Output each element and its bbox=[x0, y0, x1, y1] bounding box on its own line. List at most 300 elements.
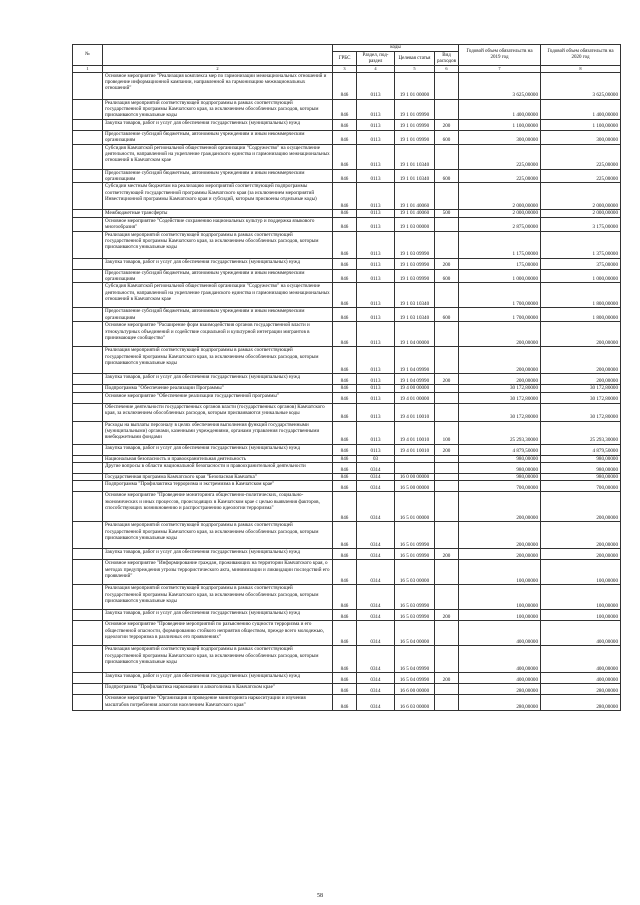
cell-section: 0113 bbox=[357, 258, 395, 269]
table-row bbox=[73, 347, 621, 374]
cell-empty bbox=[73, 217, 103, 231]
cell-target: 16 5 03 09990 bbox=[395, 585, 435, 610]
cell-kind bbox=[435, 72, 459, 99]
cell-empty bbox=[73, 308, 103, 322]
cell-section: 0113 bbox=[357, 322, 395, 347]
cell-name: Субсидия Камчатской региональной общественной организации "Содружество" на осуществление деятельности, направленной на укрепление гражданского единства и гармонизацию межнациональных отношений в Камчатском крае bbox=[103, 144, 333, 169]
cell-name: Закупка товаров, работ и услуг для обеспечения государственных (муниципальных) нужд bbox=[103, 119, 333, 130]
cell-section: 0314 bbox=[357, 463, 395, 474]
cell-amount-2020: 300,00000 bbox=[541, 130, 621, 144]
cell-grbs: 846 bbox=[333, 646, 357, 673]
cell-grbs: 846 bbox=[333, 610, 357, 621]
cell-empty bbox=[73, 474, 103, 481]
cell-amount-2019: 100,00000 bbox=[459, 585, 541, 610]
cell-grbs: 846 bbox=[333, 481, 357, 492]
cell-section: 0113 bbox=[357, 231, 395, 258]
cell-target: 19 4 01 10010 bbox=[395, 421, 435, 444]
cell-name: Реализация мероприятий соответствующей подпрограммы в рамках соответствующей государственной программы Камчатского края, за исключением обособленных расходов, которым присваиваются уникальные коды bbox=[103, 585, 333, 610]
cell-section: 0113 bbox=[357, 144, 395, 169]
col-number: 2 bbox=[103, 66, 333, 73]
cell-grbs: 846 bbox=[333, 72, 357, 99]
cell-amount-2020: 30 172,80000 bbox=[541, 385, 621, 392]
cell-name: Основное мероприятие "Обеспечение реализации государственной программы" bbox=[103, 392, 333, 403]
cell-grbs: 846 bbox=[333, 403, 357, 421]
cell-target: 19 1 01 40060 bbox=[395, 183, 435, 210]
codes-group-header: коды bbox=[333, 45, 459, 52]
cell-amount-2019: 2 000,00000 bbox=[459, 210, 541, 217]
col-2020-header: Годовой объем обязательств на 2020 год bbox=[541, 45, 621, 66]
cell-amount-2019: 400,00000 bbox=[459, 673, 541, 684]
table-row bbox=[73, 585, 621, 610]
col-number: 7 bbox=[459, 66, 541, 73]
cell-grbs: 846 bbox=[333, 119, 357, 130]
cell-amount-2020: 25 293,30000 bbox=[541, 421, 621, 444]
cell-kind: 100 bbox=[435, 421, 459, 444]
cell-target: 19 1 01 09990 bbox=[395, 99, 435, 119]
cell-grbs: 846 bbox=[333, 231, 357, 258]
cell-amount-2020: 400,00000 bbox=[541, 646, 621, 673]
table-row bbox=[73, 549, 621, 560]
cell-empty bbox=[73, 646, 103, 673]
table-row bbox=[73, 144, 621, 169]
cell-kind: 200 bbox=[435, 673, 459, 684]
cell-amount-2020: 100,00000 bbox=[541, 610, 621, 621]
cell-grbs: 846 bbox=[333, 421, 357, 444]
col-section-header: Раздел, под-раздел bbox=[357, 52, 395, 66]
cell-grbs: 846 bbox=[333, 99, 357, 119]
col-number: 8 bbox=[541, 66, 621, 73]
cell-name: Предоставление субсидий бюджетным, автономным учреждениям и иным некоммерческим организациям bbox=[103, 269, 333, 283]
table-row bbox=[73, 474, 621, 481]
cell-target: 16 5 00 00000 bbox=[395, 481, 435, 492]
cell-amount-2019: 2 875,00000 bbox=[459, 217, 541, 231]
cell-amount-2019: 30 172,80000 bbox=[459, 403, 541, 421]
cell-grbs: 846 bbox=[333, 308, 357, 322]
cell-name: Закупка товаров, работ и услуг для обеспечения государственных (муниципальных) нужд bbox=[103, 444, 333, 455]
cell-empty bbox=[73, 585, 103, 610]
cell-empty bbox=[73, 119, 103, 130]
cell-amount-2019: 225,00000 bbox=[459, 169, 541, 183]
cell-name: Государственная программа Камчатского края "Безопасная Камчатка" bbox=[103, 474, 333, 481]
col-number: 4 bbox=[357, 66, 395, 73]
cell-section: 0314 bbox=[357, 695, 395, 711]
cell-name: Основное мероприятие "Содействие сохранению национальных культур и поддержка языкового многообразия" bbox=[103, 217, 333, 231]
cell-target: 16 0 00 00000 bbox=[395, 474, 435, 481]
cell-kind bbox=[435, 144, 459, 169]
cell-target: 19 1 01 09990 bbox=[395, 119, 435, 130]
cell-kind: 200 bbox=[435, 119, 459, 130]
cell-name: Закупка товаров, работ и услуг для обеспечения государственных (муниципальных) нужд bbox=[103, 258, 333, 269]
cell-grbs: 846 bbox=[333, 621, 357, 646]
cell-target: 19 4 01 10010 bbox=[395, 444, 435, 455]
cell-target: 19 1 03 10340 bbox=[395, 308, 435, 322]
cell-section: 0314 bbox=[357, 646, 395, 673]
cell-amount-2020: 100,00000 bbox=[541, 585, 621, 610]
cell-empty bbox=[73, 560, 103, 585]
cell-grbs: 846 bbox=[333, 522, 357, 549]
cell-grbs: 846 bbox=[333, 474, 357, 481]
table-row bbox=[73, 258, 621, 269]
cell-grbs: 846 bbox=[333, 444, 357, 455]
cell-target: 19 4 00 00000 bbox=[395, 385, 435, 392]
cell-amount-2020: 2 000,00000 bbox=[541, 210, 621, 217]
cell-grbs: 846 bbox=[333, 463, 357, 474]
cell-grbs: 846 bbox=[333, 269, 357, 283]
cell-target: 19 1 03 09990 bbox=[395, 231, 435, 258]
cell-empty bbox=[73, 421, 103, 444]
cell-section: 0314 bbox=[357, 560, 395, 585]
cell-amount-2020: 225,00000 bbox=[541, 144, 621, 169]
cell-grbs: 846 bbox=[333, 374, 357, 385]
cell-target: 19 1 04 00000 bbox=[395, 322, 435, 347]
cell-amount-2019: 200,00000 bbox=[459, 522, 541, 549]
cell-amount-2019: 1 000,00000 bbox=[459, 269, 541, 283]
cell-section: 0314 bbox=[357, 684, 395, 695]
cell-target: 19 1 04 09990 bbox=[395, 374, 435, 385]
cell-section: 0113 bbox=[357, 210, 395, 217]
budget-table-container bbox=[72, 44, 620, 711]
cell-amount-2020: 200,00000 bbox=[541, 374, 621, 385]
cell-name: Субсидия Камчатской региональной общественной организации "Содружество" на осуществление деятельности, направленной на укрепление гражданского единства и гармонизацию межнациональных отношений в Камчатском крае bbox=[103, 283, 333, 308]
cell-section: 0113 bbox=[357, 444, 395, 455]
cell-amount-2019: 4 879,50000 bbox=[459, 444, 541, 455]
table-row bbox=[73, 183, 621, 210]
cell-kind: 200 bbox=[435, 444, 459, 455]
cell-kind bbox=[435, 347, 459, 374]
cell-section: 0314 bbox=[357, 549, 395, 560]
table-row bbox=[73, 385, 621, 392]
table-row bbox=[73, 646, 621, 673]
cell-section: 0314 bbox=[357, 481, 395, 492]
table-row bbox=[73, 231, 621, 258]
table-row bbox=[73, 169, 621, 183]
cell-empty bbox=[73, 392, 103, 403]
cell-amount-2020: 1 375,00000 bbox=[541, 231, 621, 258]
cell-amount-2019: 200,00000 bbox=[459, 374, 541, 385]
cell-section: 0314 bbox=[357, 522, 395, 549]
table-row bbox=[73, 392, 621, 403]
cell-name: Основное мероприятие "Проведение мероприятий по разъяснению сущности терроризма и его общественной опасности, формированию стойкого неприятия обществом, прежде всего молодежью, идеологии терроризма в различных его проявлениях" bbox=[103, 621, 333, 646]
cell-kind: 600 bbox=[435, 308, 459, 322]
table-row bbox=[73, 217, 621, 231]
col-kind-header: Вид расходов bbox=[435, 52, 459, 66]
table-row bbox=[73, 560, 621, 585]
cell-amount-2020: 30 172,80000 bbox=[541, 403, 621, 421]
cell-amount-2019: 100,00000 bbox=[459, 610, 541, 621]
table-row bbox=[73, 130, 621, 144]
cell-name: Предоставление субсидий бюджетным, автономным учреждениям и иным некоммерческим организациям bbox=[103, 130, 333, 144]
cell-amount-2020: 1 800,00000 bbox=[541, 283, 621, 308]
cell-name: Реализация мероприятий соответствующей подпрограммы в рамках соответствующей государственной программы Камчатского края, за исключением обособленных расходов, которым присваиваются уникальные коды bbox=[103, 231, 333, 258]
budget-table bbox=[72, 44, 621, 711]
cell-amount-2019: 2 000,00000 bbox=[459, 183, 541, 210]
col-number: 3 bbox=[333, 66, 357, 73]
cell-kind bbox=[435, 695, 459, 711]
cell-target bbox=[395, 455, 435, 462]
cell-empty bbox=[73, 283, 103, 308]
cell-kind bbox=[435, 522, 459, 549]
col-2019-header: Годовой объем обязательств на 2019 год bbox=[459, 45, 541, 66]
cell-section: 0113 bbox=[357, 421, 395, 444]
cell-target: 16 5 04 09990 bbox=[395, 673, 435, 684]
cell-target bbox=[395, 463, 435, 474]
cell-target: 19 4 01 00000 bbox=[395, 392, 435, 403]
cell-amount-2020: 1 800,00000 bbox=[541, 308, 621, 322]
cell-kind bbox=[435, 99, 459, 119]
cell-empty bbox=[73, 269, 103, 283]
cell-amount-2019: 200,00000 bbox=[459, 492, 541, 522]
cell-amount-2019: 300,00000 bbox=[459, 130, 541, 144]
cell-kind bbox=[435, 283, 459, 308]
cell-name: Реализация мероприятий соответствующей подпрограммы в рамках соответствующей государственной программы Камчатского края, за исключением обособленных расходов, которым присваиваются уникальные коды bbox=[103, 522, 333, 549]
table-row bbox=[73, 72, 621, 99]
cell-amount-2020: 1 000,00000 bbox=[541, 269, 621, 283]
cell-section: 0314 bbox=[357, 585, 395, 610]
col-name-header: Наименование bbox=[103, 45, 333, 66]
cell-target: 19 1 03 10340 bbox=[395, 283, 435, 308]
cell-kind: 600 bbox=[435, 169, 459, 183]
cell-name: Другие вопросы в области национальной безопасности и правоохранительной деятельности bbox=[103, 463, 333, 474]
cell-amount-2020: 200,00000 bbox=[541, 492, 621, 522]
cell-grbs: 846 bbox=[333, 169, 357, 183]
cell-kind bbox=[435, 684, 459, 695]
cell-target: 19 1 01 10340 bbox=[395, 144, 435, 169]
table-row bbox=[73, 99, 621, 119]
cell-amount-2020: 980,00000 bbox=[541, 455, 621, 462]
cell-target: 19 4 01 10010 bbox=[395, 403, 435, 421]
cell-empty bbox=[73, 169, 103, 183]
cell-section: 0113 bbox=[357, 72, 395, 99]
cell-amount-2019: 980,00000 bbox=[459, 474, 541, 481]
cell-section: 0113 bbox=[357, 308, 395, 322]
cell-target: 19 1 01 10340 bbox=[395, 169, 435, 183]
cell-amount-2020: 980,00000 bbox=[541, 474, 621, 481]
cell-section: 0113 bbox=[357, 183, 395, 210]
cell-amount-2019: 400,00000 bbox=[459, 621, 541, 646]
cell-amount-2020: 400,00000 bbox=[541, 673, 621, 684]
cell-target: 16 5 04 00000 bbox=[395, 621, 435, 646]
table-row bbox=[73, 481, 621, 492]
cell-empty bbox=[73, 455, 103, 462]
cell-section: 0113 bbox=[357, 217, 395, 231]
table-row bbox=[73, 684, 621, 695]
cell-grbs: 846 bbox=[333, 695, 357, 711]
cell-kind bbox=[435, 585, 459, 610]
cell-empty bbox=[73, 463, 103, 474]
cell-grbs: 846 bbox=[333, 560, 357, 585]
cell-kind bbox=[435, 322, 459, 347]
table-row bbox=[73, 269, 621, 283]
cell-empty bbox=[73, 621, 103, 646]
col-target-header: Целевая статья bbox=[395, 52, 435, 66]
cell-target: 19 1 01 40060 bbox=[395, 210, 435, 217]
cell-section: 0113 bbox=[357, 403, 395, 421]
cell-empty bbox=[73, 130, 103, 144]
cell-section: 0314 bbox=[357, 492, 395, 522]
cell-name: Реализация мероприятий соответствующей подпрограммы в рамках соответствующей государственной программы Камчатского края, за исключением обособленных расходов, которым присваиваются уникальные коды bbox=[103, 347, 333, 374]
table-row bbox=[73, 673, 621, 684]
cell-amount-2020: 400,00000 bbox=[541, 621, 621, 646]
cell-amount-2020: 225,00000 bbox=[541, 169, 621, 183]
cell-amount-2020: 280,00000 bbox=[541, 684, 621, 695]
cell-grbs: 846 bbox=[333, 322, 357, 347]
cell-name: Предоставление субсидий бюджетным, автономным учреждениям и иным некоммерческим организациям bbox=[103, 169, 333, 183]
cell-name: Закупка товаров, работ и услуг для обеспечения государственных (муниципальных) нужд bbox=[103, 610, 333, 621]
cell-section: 0113 bbox=[357, 169, 395, 183]
cell-empty bbox=[73, 403, 103, 421]
table-row bbox=[73, 455, 621, 462]
cell-kind bbox=[435, 481, 459, 492]
cell-section: 0113 bbox=[357, 99, 395, 119]
cell-kind bbox=[435, 385, 459, 392]
cell-empty bbox=[73, 231, 103, 258]
cell-kind: 500 bbox=[435, 210, 459, 217]
cell-amount-2020: 700,00000 bbox=[541, 481, 621, 492]
cell-target: 16 5 03 00000 bbox=[395, 560, 435, 585]
cell-name: Обеспечение деятельности государственных органов власти (государственных органов) Камчатского края, за исключением обособленных расходов, которым присваиваются уникальные коды bbox=[103, 403, 333, 421]
cell-grbs: 846 bbox=[333, 673, 357, 684]
cell-empty bbox=[73, 385, 103, 392]
cell-section: 0113 bbox=[357, 392, 395, 403]
table-row bbox=[73, 522, 621, 549]
cell-amount-2019: 980,00000 bbox=[459, 463, 541, 474]
cell-empty bbox=[73, 684, 103, 695]
table-row bbox=[73, 621, 621, 646]
table-row bbox=[73, 492, 621, 522]
cell-amount-2020: 280,00000 bbox=[541, 695, 621, 711]
cell-target: 19 1 01 09990 bbox=[395, 130, 435, 144]
cell-empty bbox=[73, 258, 103, 269]
cell-empty bbox=[73, 522, 103, 549]
table-row bbox=[73, 695, 621, 711]
cell-section: 0113 bbox=[357, 385, 395, 392]
cell-section: 0314 bbox=[357, 474, 395, 481]
cell-grbs: 846 bbox=[333, 217, 357, 231]
cell-name: Предоставление субсидий бюджетным, автономным учреждениям и иным некоммерческим организациям bbox=[103, 308, 333, 322]
cell-kind bbox=[435, 492, 459, 522]
cell-amount-2019: 400,00000 bbox=[459, 646, 541, 673]
cell-grbs: 846 bbox=[333, 130, 357, 144]
cell-name: Основное мероприятие "Информирование граждан, проживающих на территории Камчатского края, о методах предупреждения угрозы террористического акта, минимизации и ликвидации последствий его проявлений" bbox=[103, 560, 333, 585]
cell-amount-2019: 30 172,80000 bbox=[459, 392, 541, 403]
cell-target: 19 1 03 09990 bbox=[395, 258, 435, 269]
cell-target: 16 5 04 09990 bbox=[395, 646, 435, 673]
cell-name: Подпрограмма "Обеспечение реализации Программы" bbox=[103, 385, 333, 392]
cell-kind bbox=[435, 463, 459, 474]
cell-target: 19 1 03 09990 bbox=[395, 269, 435, 283]
cell-grbs: 846 bbox=[333, 258, 357, 269]
cell-grbs: 846 bbox=[333, 392, 357, 403]
cell-kind bbox=[435, 474, 459, 481]
col-grbs-header: ГРБС bbox=[333, 52, 357, 66]
cell-name: Основное мероприятие "Расширение форм взаимодействия органов государственной власти и этнокультурных объединений и содействие социальной и культурной интеграции мигрантов в принимающее сообщество" bbox=[103, 322, 333, 347]
cell-amount-2020: 1 100,00000 bbox=[541, 119, 621, 130]
table-row bbox=[73, 308, 621, 322]
table-row bbox=[73, 421, 621, 444]
cell-kind: 600 bbox=[435, 269, 459, 283]
cell-grbs: 846 bbox=[333, 684, 357, 695]
cell-target: 19 1 03 00000 bbox=[395, 217, 435, 231]
cell-section: 0113 bbox=[357, 347, 395, 374]
cell-grbs: 846 bbox=[333, 385, 357, 392]
cell-section: 03 bbox=[357, 455, 395, 462]
cell-amount-2019: 1 700,00000 bbox=[459, 308, 541, 322]
cell-amount-2020: 100,00000 bbox=[541, 560, 621, 585]
cell-amount-2020: 3 175,00000 bbox=[541, 217, 621, 231]
cell-target: 16 5 03 09990 bbox=[395, 610, 435, 621]
cell-empty bbox=[73, 183, 103, 210]
cell-name: Закупка товаров, работ и услуг для обеспечения государственных (муниципальных) нужд bbox=[103, 549, 333, 560]
table-row bbox=[73, 210, 621, 217]
cell-grbs: 846 bbox=[333, 183, 357, 210]
cell-kind bbox=[435, 455, 459, 462]
cell-amount-2019: 280,00000 bbox=[459, 695, 541, 711]
cell-amount-2019: 225,00000 bbox=[459, 144, 541, 169]
cell-section: 0113 bbox=[357, 119, 395, 130]
page-number: 58 bbox=[317, 893, 323, 899]
cell-empty bbox=[73, 610, 103, 621]
cell-kind bbox=[435, 403, 459, 421]
cell-name: Национальная безопасность и правоохранительная деятельность bbox=[103, 455, 333, 462]
cell-section: 0314 bbox=[357, 621, 395, 646]
cell-target: 16 5 01 09990 bbox=[395, 522, 435, 549]
cell-section: 0314 bbox=[357, 673, 395, 684]
cell-empty bbox=[73, 99, 103, 119]
cell-amount-2020: 3 625,00000 bbox=[541, 72, 621, 99]
col-number: 1 bbox=[73, 66, 103, 73]
table-row bbox=[73, 403, 621, 421]
cell-grbs: 846 bbox=[333, 549, 357, 560]
cell-amount-2019: 1 175,00000 bbox=[459, 231, 541, 258]
cell-name: Закупка товаров, работ и услуг для обеспечения государственных (муниципальных) нужд bbox=[103, 374, 333, 385]
cell-name: Подпрограмма "Профилактика терроризма и экстремизма в Камчатском крае" bbox=[103, 481, 333, 492]
cell-kind bbox=[435, 183, 459, 210]
cell-grbs: 846 bbox=[333, 210, 357, 217]
cell-grbs: 846 bbox=[333, 144, 357, 169]
cell-target: 16 5 01 09990 bbox=[395, 549, 435, 560]
cell-grbs: 846 bbox=[333, 347, 357, 374]
cell-name: Реализация мероприятий соответствующей подпрограммы в рамках соответствующей государственной программы Камчатского края, за исключением обособленных расходов, которым присваиваются уникальные коды bbox=[103, 99, 333, 119]
cell-kind: 200 bbox=[435, 549, 459, 560]
table-row bbox=[73, 444, 621, 455]
cell-amount-2020: 30 172,80000 bbox=[541, 392, 621, 403]
col-num-header: № bbox=[73, 45, 103, 66]
cell-grbs: 846 bbox=[333, 492, 357, 522]
cell-amount-2019: 1 100,00000 bbox=[459, 119, 541, 130]
cell-name: Расходы на выплаты персоналу в целях обеспечения выполнения функций государственными (муниципальными) органами, казенными учреждениями, органами управления государственными внебюджетными фондами bbox=[103, 421, 333, 444]
cell-amount-2020: 980,00000 bbox=[541, 463, 621, 474]
cell-name: Закупка товаров, работ и услуг для обеспечения государственных (муниципальных) нужд bbox=[103, 673, 333, 684]
cell-amount-2020: 2 000,00000 bbox=[541, 183, 621, 210]
cell-amount-2019: 30 172,80000 bbox=[459, 385, 541, 392]
cell-empty bbox=[73, 695, 103, 711]
cell-amount-2019: 980,00000 bbox=[459, 455, 541, 462]
table-row bbox=[73, 119, 621, 130]
cell-section: 0113 bbox=[357, 374, 395, 385]
cell-target: 16 5 01 00000 bbox=[395, 492, 435, 522]
cell-name: Субсидии местным бюджетам на реализацию мероприятий соответствующей подпрограммы соответствующей государственной программы Камчатского края (за исключением мероприятий Инвестиционной программы Камчатского края и субсидий, которым присвоены отдельные коды) bbox=[103, 183, 333, 210]
cell-amount-2020: 375,00000 bbox=[541, 258, 621, 269]
cell-section: 0113 bbox=[357, 130, 395, 144]
cell-grbs: 846 bbox=[333, 455, 357, 462]
cell-kind: 200 bbox=[435, 610, 459, 621]
cell-target: 19 1 04 09990 bbox=[395, 347, 435, 374]
table-row bbox=[73, 322, 621, 347]
cell-amount-2020: 200,00000 bbox=[541, 322, 621, 347]
cell-name: Подпрограмма "Профилактика наркомании и алкоголизма в Камчатском крае" bbox=[103, 684, 333, 695]
cell-grbs: 846 bbox=[333, 283, 357, 308]
table-row bbox=[73, 283, 621, 308]
